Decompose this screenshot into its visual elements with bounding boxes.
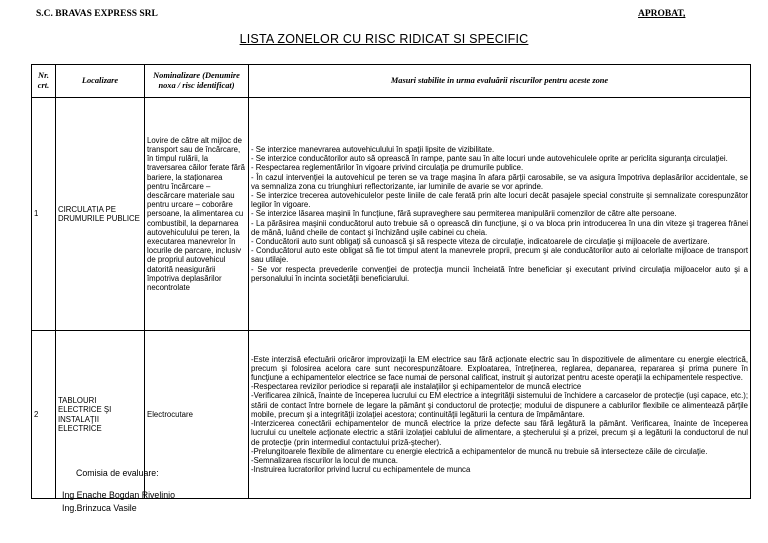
measure-item: -Verificarea zilnică, înainte de începerea lucrului cu EM electrice a integrităţii sistemului de închidere a carcaselor de protecţie (uşi capace, etc.); stării de contact între bornele de legare la pământ şi conductorul de protecţie; modului de dispunere a cablurilor flexibile ce alimentează părţile mobile, precum şi a integrităţii izolaţiei acestora; continuităţii legăturii la centura de împământare. xyxy=(251,391,748,419)
row-nominalizare: Lovire de către alt mijloc de transport sau de încărcare, în timpul rulării, la traversarea căilor ferate fără bariere, la staționarea pentru încărcare – descărcare materiale sau pentru urcare – coborâre persoane, la alimentarea cu combustibil, la deparnarea autovehiculului pe teren, la executarea manevrelor în locurile de parcare, inclusiv de propriul autovehicul datorită neasigurării împotriva deplasărilor necontrolate xyxy=(145,98,249,331)
document-title: LISTA ZONELOR CU RISC RIDICAT SI SPECIFIC xyxy=(239,32,529,46)
row-number: 1 xyxy=(32,98,56,331)
measure-item: -Respectarea revizilor periodice si reparaţii ale instalaţiilor şi echipamentelor de muncă electrice xyxy=(251,382,582,392)
risk-zones-table xyxy=(31,64,751,499)
table-row xyxy=(32,98,751,331)
measure-item: -Instruirea lucratorilor privind lucrul cu echipamentele de munca xyxy=(251,465,471,475)
column-header-nr: Nr. crt. xyxy=(32,65,56,98)
measure-item: - Se interzice manevrarea autovehiculului în spaţii lipsite de vizibilitate. xyxy=(251,144,495,154)
row-localizare: TABLOURI ELECTRICE ŞI INSTALAŢII ELECTRICE xyxy=(56,331,145,499)
row-nominalizare: Electrocutare xyxy=(145,331,249,499)
measure-item: - Respectarea reglementărilor în vigoare privind circulaţia pe drumurile publice. xyxy=(251,163,524,173)
row-masuri xyxy=(249,98,751,331)
measure-item: - Conducătorul auto este obligat să fie tot timpul atent la manevrele proprii, precum şi ale conducătorilor auto ai celorlalte mijloace de transport sau utilaje. xyxy=(251,246,748,265)
measure-item: - În cazul intervenţiei la autovehicul pe teren se va trage maşina în afara părţii carosabile, se va asigura împotriva deplasărilor accidentale, se va semnaliza zona cu triunghiuri reflectorizante, iar luminile de avarie se vor aprinde. xyxy=(251,172,748,191)
company-name: S.C. BRAVAS EXPRESS SRL xyxy=(36,9,158,19)
row-number: 2 xyxy=(32,331,56,499)
commission-member: Ing Enache Bogdan Rivelinio xyxy=(62,490,175,500)
column-header-localizare: Localizare xyxy=(56,65,145,98)
measure-item: -Este interzisă efectuării oricăror improvizaţii la EM electrice sau fără acţionate electric sau în dispozitivele de alimentare cu energie electrică, precum şi folosirea acelora care sunt necorespunzătoare. Exploatarea, întreţinerea, reglarea, depanarea, repararea şi prima punere în funcţiune a echipamentelor electrice se face numai de personal calificat, instruit şi autorizat pentru aceste operaţii la echipamentele respective. xyxy=(251,354,748,383)
measure-item: - Se interzice trecerea autovehiculelor peste liniile de cale ferată prin alte locuri decât pasajele special construite şi semnalizate corespunzător legilor în vigoare. xyxy=(251,190,748,210)
measure-item: -Prelungitoarele flexibile de alimentare cu energie electrică a echipamentelor de muncă nu trebuie să intersecteze căile de circulaţie. xyxy=(251,446,708,456)
column-header-masuri: Masuri stabilite in urma evaluării riscurilor pentru aceste zone xyxy=(249,65,751,98)
commission-member: Ing.Brinzuca Vasile xyxy=(62,503,137,513)
approval-label: APROBAT, xyxy=(638,9,686,19)
measure-item: -Interzicerea conectării echipamentelor de muncă electrice la prize defecte sau fără legătură la pământ. Verificarea, înainte de începerea lucrului cu uneltele acţionate electric a stării izolaţiei cablului de alimentare, a ştecherului şi a prizei, precum şi a legăturii la conductorul de nul de protecţie (prin intermediul contactului priză-ştecher). xyxy=(251,419,748,447)
measure-item: - Conducătorii auto sunt obligaţi să cunoască şi să respecte viteza de circulaţie, indicatoarele de circulaţie şi mijloacele de avertizare. xyxy=(251,237,710,246)
commission-label: Comisia de evaluare: xyxy=(76,468,159,478)
row-localizare: CIRCULATIA PE DRUMURILE PUBLICE xyxy=(56,98,145,331)
evaluation-commission xyxy=(62,467,175,515)
row-masuri xyxy=(249,331,751,499)
measure-item: - Se interzice lăsarea maşinii în funcţiune, fără supraveghere sau permiterea manipulării comenzilor de către alte persoane. xyxy=(251,209,677,219)
measure-item: - Se vor respecta prevederile convenţiei de protecţia muncii încheiată între beneficiar şi executant privind circulaţia mijloacelor auto şi a personalului în incinta societăţii beneficiarului. xyxy=(251,264,748,283)
measure-item: -Semnalizarea riscurilor la locul de munca. xyxy=(251,455,398,465)
measure-item: - La părăsirea maşinii conducătorul auto trebuie să o oprească din funcţiune, şi o va bloca prin introducerea în una din viteze şi tragerea frânei de mână, luând cheile de contact şi închizând uşile cabinei cu cheia. xyxy=(251,218,748,237)
table-header-row xyxy=(32,65,751,98)
column-header-nominalizare: Nominalizare (Denumire noxa / risc identificat) xyxy=(145,65,249,98)
measure-item: - Se interzice conducătorilor auto să oprească în rampe, pante sau în alte locuri unde autovehiculele oprite ar periclita siguranţa circulaţiei. xyxy=(251,154,728,164)
